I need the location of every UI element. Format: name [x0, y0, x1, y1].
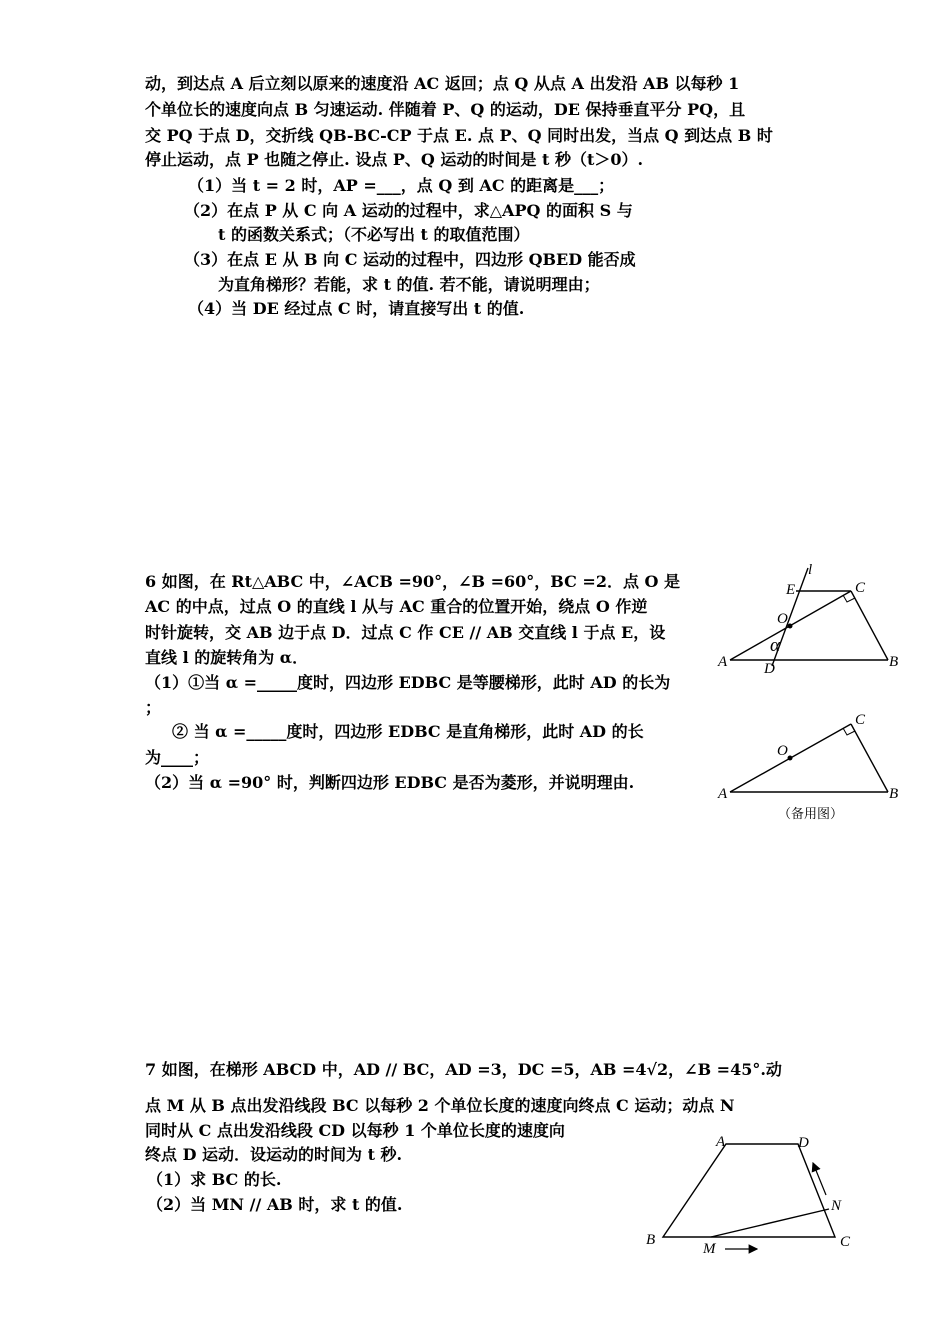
fig1-label-C: C [855, 580, 866, 596]
fig2-label-O: O [777, 743, 788, 759]
p7-label-D: D [798, 1135, 809, 1151]
p6-q1-1-end: ； [145, 698, 162, 717]
fig1-label-alpha: α [770, 635, 780, 656]
p7-q1: （1）求 BC 的长. [147, 1170, 282, 1189]
p6-q2: （2）当 α =90° 时，判断四边形 EDBC 是否为菱形，并说明理由. [145, 773, 635, 792]
fig2-caption: （备用图） [778, 807, 844, 822]
p5-q1: （1）当 t = 2 时，AP =___，点 Q 到 AC 的距离是___； [188, 176, 615, 195]
p7-line-1: 7 如图，在梯形 ABCD 中，AD // BC，AD =3，DC =5，AB =4√2，∠B =45°.动 [145, 1060, 782, 1079]
fig2-label-C: C [855, 712, 866, 728]
p7-label-C: C [840, 1234, 851, 1250]
p5-q2-b: t 的函数关系式；（不必写出 t 的取值范围） [218, 225, 530, 244]
p6-q1-2: ② 当 α =_____度时，四边形 EDBC 是直角梯形，此时 AD 的长 [172, 722, 644, 741]
p5-line-3: 交 PQ 于点 D，交折线 QB-BC-CP 于点 E. 点 P、Q 同时出发，当点 Q 到达点 B 时 [145, 126, 773, 145]
p7-figure [640, 1125, 870, 1265]
p7-label-B: B [646, 1232, 656, 1248]
p5-q4: （4）当 DE 经过点 C 时，请直接写出 t 的值. [188, 299, 525, 318]
fig1-label-B: B [889, 654, 899, 670]
p7-line-2: 点 M 从 B 点出发沿线段 BC 以每秒 2 个单位长度的速度向终点 C 运动；动点 N [145, 1096, 735, 1115]
fig2-label-B: B [889, 786, 899, 802]
p6-figure-1 [710, 560, 910, 680]
fig1-label-l: l [808, 562, 813, 578]
p6-figure-2 [710, 705, 910, 830]
p7-q2: （2）当 MN // AB 时，求 t 的值. [147, 1195, 403, 1214]
p6-line-1: 6 如图，在 Rt△ABC 中，∠ACB =90°，∠B =60°，BC =2．点 O 是 [145, 572, 681, 591]
p7-label-A: A [716, 1134, 726, 1150]
p5-line-1: 动，到达点 A 后立刻以原来的速度沿 AC 返回；点 Q 从点 A 出发沿 AB 以每秒 1 [145, 74, 740, 93]
fig1-label-E: E [786, 582, 796, 598]
p7-label-N: N [831, 1198, 842, 1214]
p6-q1-1: （1）①当 α =_____度时，四边形 EDBC 是等腰梯形，此时 AD 的长为 [145, 673, 671, 692]
p5-line-2: 个单位长的速度向点 B 匀速运动. 伴随着 P、Q 的运动，DE 保持垂直平分 PQ，且 [145, 100, 746, 119]
p5-q2-a: （2）在点 P 从 C 向 A 运动的过程中，求△APQ 的面积 S 与 [184, 201, 633, 220]
p5-q3-a: （3）在点 E 从 B 向 C 运动的过程中，四边形 QBED 能否成 [184, 250, 636, 269]
fig1-label-O: O [777, 611, 788, 627]
fig1-label-A: A [718, 654, 728, 670]
p6-line-3: 时针旋转，交 AB 边于点 D．过点 C 作 CE // AB 交直线 l 于点 E，设 [145, 623, 666, 642]
p7-line-4: 终点 D 运动．设运动的时间为 t 秒. [145, 1145, 403, 1164]
p6-q1-2-end: 为____； [145, 748, 210, 767]
fig1-label-D: D [764, 661, 775, 677]
p6-line-4: 直线 l 的旋转角为 α． [145, 648, 309, 667]
p6-line-2: AC 的中点，过点 O 的直线 l 从与 AC 重合的位置开始，绕点 O 作逆 [145, 597, 648, 616]
p5-q3-b: 为直角梯形？若能，求 t 的值. 若不能，请说明理由； [218, 275, 600, 294]
fig2-label-A: A [718, 786, 728, 802]
p7-label-M: M [703, 1241, 716, 1257]
p7-line-3: 同时从 C 点出发沿线段 CD 以每秒 1 个单位长度的速度向 [145, 1121, 565, 1140]
p5-line-4: 停止运动，点 P 也随之停止. 设点 P、Q 运动的时间是 t 秒（t＞0）. [145, 150, 644, 169]
